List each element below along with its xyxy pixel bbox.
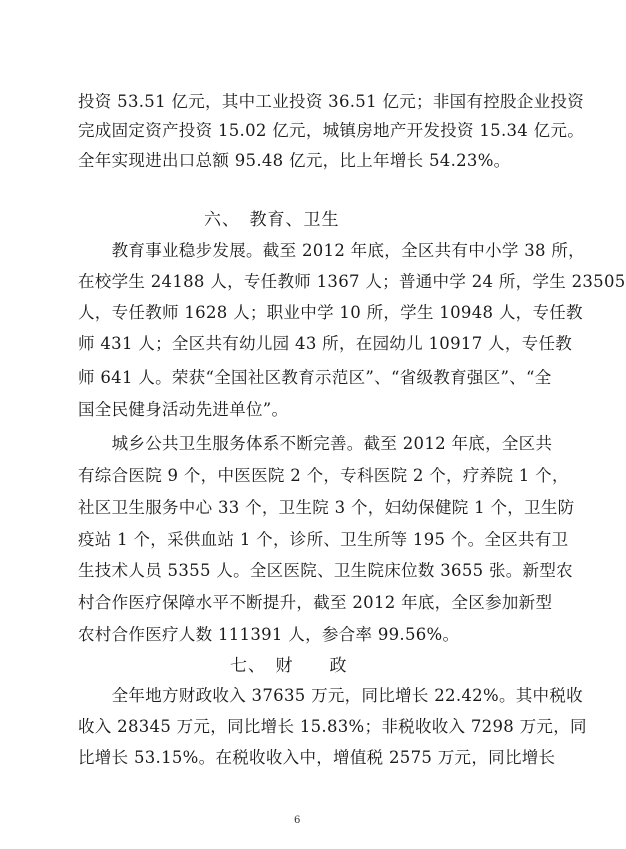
text-line: 全年实现进出口总额 95.48 亿元，比上年增长 54.23%。 bbox=[78, 151, 511, 170]
text-line: 社区卫生服务中心 33 个，卫生院 3 个，妇幼保健院 1 个，卫生防 bbox=[78, 498, 575, 517]
text-line: 国全民健身活动先进单位”。 bbox=[78, 400, 289, 419]
text-line: 全年地方财政收入 37635 万元，同比增长 22.42%。其中税收 bbox=[78, 686, 583, 705]
section-heading-finance: 七、 财 政 bbox=[230, 656, 348, 676]
text-line: 人，专任教师 1628 人；职业中学 10 所，学生 10948 人，专任教 bbox=[78, 303, 583, 322]
text-line: 师 641 人。荣获“全国社区教育示范区”、“省级教育强区”、“全 bbox=[78, 368, 552, 387]
text-line: 村合作医疗保障水平不断提升，截至 2012 年底，全区参加新型 bbox=[78, 593, 553, 612]
text-line: 农村合作医疗人数 111391 人，参合率 99.56%。 bbox=[78, 625, 460, 644]
text-line: 比增长 53.15%。在税收收入中，增值税 2575 万元，同比增长 bbox=[78, 748, 556, 767]
section-heading-education-health: 六、 教育、卫生 bbox=[204, 210, 340, 230]
text-line: 有综合医院 9 个，中医医院 2 个，专科医院 2 个，疗养院 1 个， bbox=[78, 466, 569, 485]
text-line: 在校学生 24188 人，专任教师 1367 人；普通中学 24 所，学生 23505 bbox=[78, 272, 626, 291]
text-line: 疫站 1 个，采供血站 1 个，诊所、卫生所等 195 个。全区共有卫 bbox=[78, 530, 569, 549]
text-line: 生技术人员 5355 人。全区医院、卫生院床位数 3655 张。新型农 bbox=[78, 561, 573, 580]
text-line: 投资 53.51 亿元，其中工业投资 36.51 亿元；非国有控股企业投资 bbox=[78, 92, 585, 111]
text-line: 教育事业稳步发展。截至 2012 年底，全区共有中小学 38 所， bbox=[78, 241, 585, 260]
text-line: 收入 28345 万元，同比增长 15.83%；非税收收入 7298 万元，同 bbox=[78, 717, 587, 736]
text-line: 完成固定资产投资 15.02 亿元，城镇房地产开发投资 15.34 亿元。 bbox=[78, 121, 585, 140]
page-number: 6 bbox=[294, 815, 301, 826]
text-line: 师 431 人；全区共有幼儿园 43 所，在园幼儿 10917 人，专任教 bbox=[78, 334, 573, 353]
text-line: 城乡公共卫生服务体系不断完善。截至 2012 年底，全区共 bbox=[78, 434, 553, 453]
